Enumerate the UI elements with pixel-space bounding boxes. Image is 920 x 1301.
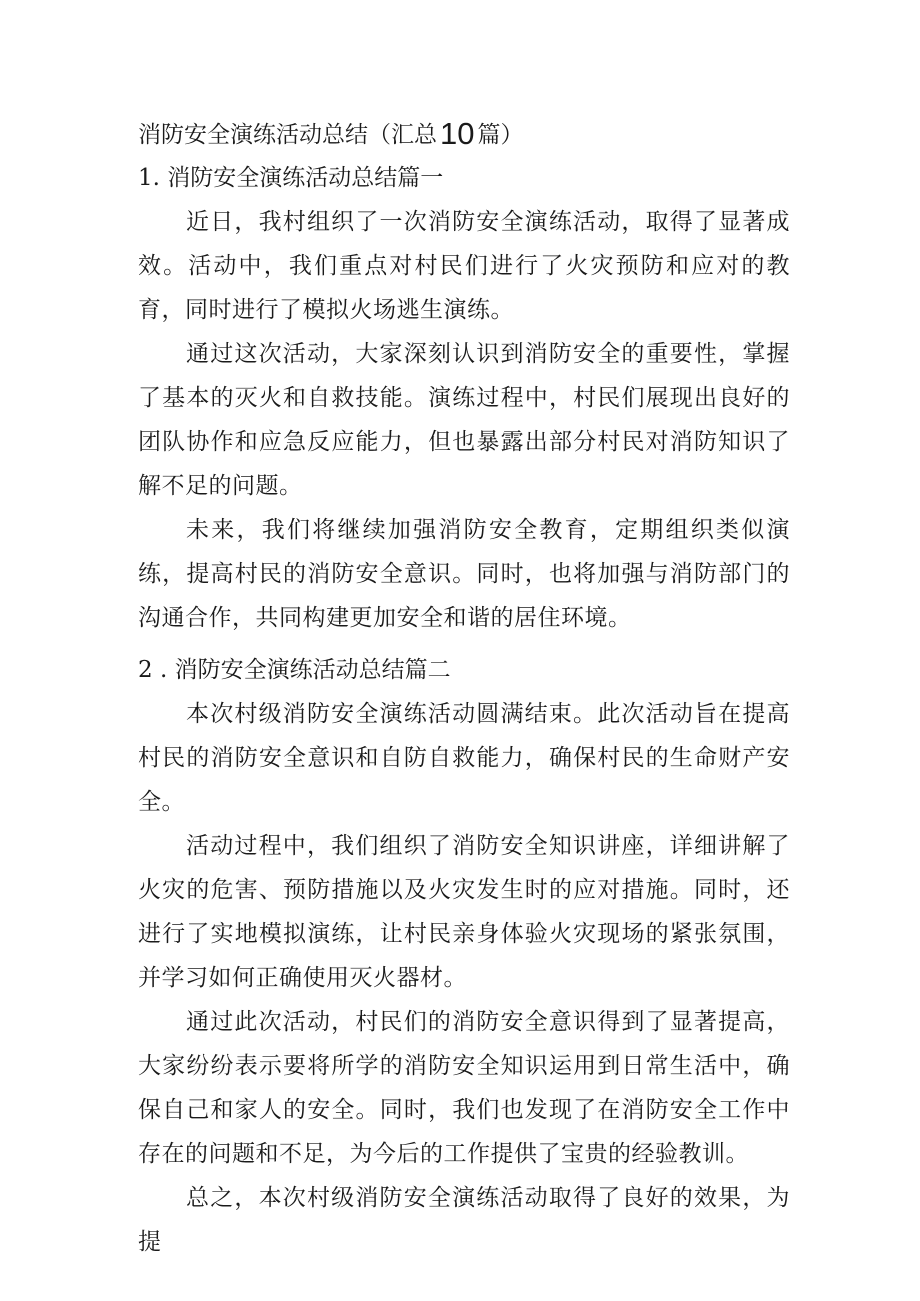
paragraph-partial: 总之，本次村级消防安全演练活动取得了良好的效果，为提 [138, 1185, 790, 1255]
document-title [138, 112, 790, 156]
paragraph: 通过此次活动，村民们的消防安全意识得到了显著提高，大家纷纷表示要将所学的消防安全知识运用到日常生活中，确保自己和家人的安全。同时，我们也发现了在消防安全工作中存在的问题和不足，为今后的工作提供了宝贵的经验教训。 [138, 1009, 790, 1167]
section-heading-1: 1. 消防安全演练活动总结篇一 [138, 165, 444, 191]
paragraph: 本次村级消防安全演练活动圆满结束。此次活动旨在提高村民的消防安全意识和自防自救能力，确保村民的生命财产安全。 [138, 701, 790, 815]
title-number: 10 [440, 116, 475, 151]
paragraph: 近日，我村组织了一次消防安全演练活动，取得了显著成效。活动中，我们重点对村民们进行了火灾预防和应对的教育，同时进行了模拟火场逃生演练。 [138, 209, 790, 323]
title-suffix: 篇） [477, 122, 524, 148]
paragraph: 未来，我们将继续加强消防安全教育，定期组织类似演练，提高村民的消防安全意识。同时，也将加强与消防部门的沟通合作，共同构建更加安全和谐的居住环境。 [138, 517, 790, 631]
document-body [138, 112, 790, 1255]
paragraph: 通过这次活动，大家深刻认识到消防安全的重要性，掌握了基本的灭火和自救技能。演练过程中，村民们展现出良好的团队协作和应急反应能力，但也暴露出部分村民对消防知识了解不足的问题。 [138, 341, 790, 499]
section-heading-2: 2 . 消防安全演练活动总结篇二 [138, 657, 451, 683]
title-prefix: 消防安全演练活动总结（汇总 [138, 122, 437, 148]
paragraph: 活动过程中，我们组织了消防安全知识讲座，详细讲解了火灾的危害、预防措施以及火灾发生时的应对措施。同时，还进行了实地模拟演练，让村民亲身体验火灾现场的紧张氛围，并学习如何正确使用灭火器材。 [138, 833, 790, 991]
